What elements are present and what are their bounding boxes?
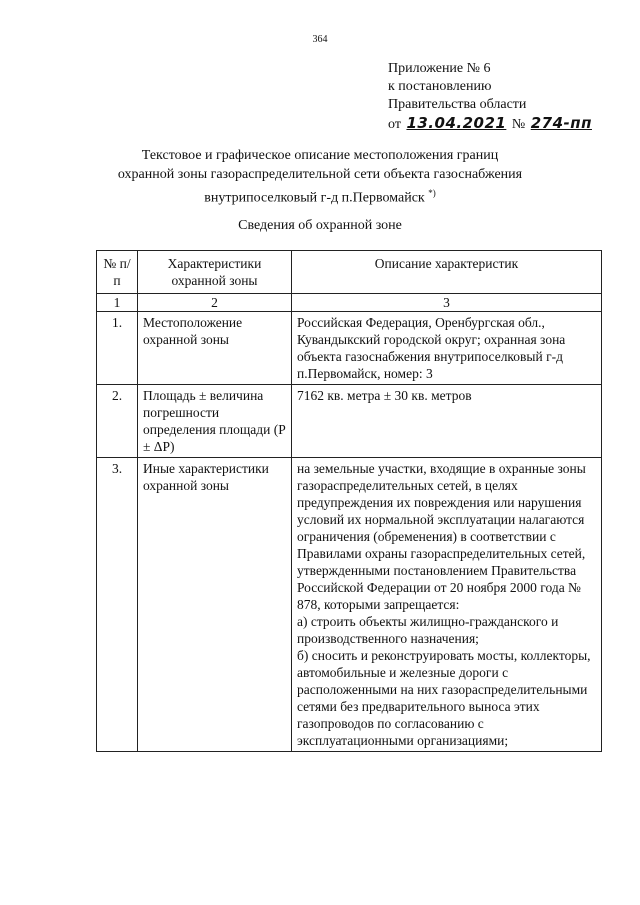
zone-info-table [96, 250, 602, 752]
annex-date-line [388, 114, 594, 134]
annex-block [388, 60, 594, 134]
annex-line-3: Правительства области [388, 97, 527, 112]
title-line-2: охранной зоны газораспределительной сети объекта газоснабжения [117, 167, 523, 182]
restriction-item-a: а) строить объекты жилищно-гражданского и производственного назначения; [297, 614, 559, 646]
annex-line-2: к постановлению [388, 79, 492, 94]
row-description: 7162 кв. метра ± 30 кв. метров [292, 385, 602, 458]
title-line-3 [60, 184, 580, 208]
row-number: 2. [97, 385, 138, 458]
handwritten-number: 274-пп [530, 114, 592, 132]
column-number: 2 [138, 294, 292, 312]
header-number: № п/п [97, 251, 138, 294]
column-number-row [97, 294, 602, 312]
row-characteristic: Площадь ± величина погрешности определения площади (P ± ΔP) [138, 385, 292, 458]
row-number: 1. [97, 312, 138, 385]
document-title [60, 146, 580, 208]
header-description: Описание характеристик [292, 251, 602, 294]
handwritten-date: 13.04.2021 [406, 114, 507, 132]
row-description [292, 458, 602, 752]
row-description-text: на земельные участки, входящие в охранные зоны газораспределительных сетей, в целях предупреждения их повреждения или нарушения условий их нормальной эксплуатации налагаются ограничения (обременения) в соответствии с Правилами охраны газораспределительных сетей, утвержденными постановлением Правительства Российской Федерации от 20 ноября 2000 года № 878, которыми запрещается: [297, 461, 586, 612]
annex-line-1: Приложение № 6 [388, 61, 491, 76]
page-number: 364 [312, 34, 328, 45]
column-number: 3 [292, 294, 602, 312]
table-row [97, 458, 602, 752]
header-characteristic: Характеристики охранной зоны [138, 251, 292, 294]
table-row [97, 385, 602, 458]
column-number: 1 [97, 294, 138, 312]
table-header-row [97, 251, 602, 294]
footnote-mark: *) [428, 188, 436, 198]
row-characteristic: Местоположение охранной зоны [138, 312, 292, 385]
date-prefix: от [388, 117, 401, 132]
row-number: 3. [97, 458, 138, 752]
restriction-item-b: б) сносить и реконструировать мосты, коллекторы, автомобильные и железные дороги с расположенными на них газораспределительными сетями без предварительного выноса этих газопроводов по согласованию с эксплуатационными организациями; [297, 648, 591, 748]
row-characteristic: Иные характеристики охранной зоны [138, 458, 292, 752]
table-row [97, 312, 602, 385]
number-sign: № [511, 117, 526, 132]
row-description: Российская Федерация, Оренбургская обл., Кувандыкский городской округ; охранная зона объекта газоснабжения внутрипоселковый г-д п.Первомайск, номер: 3 [292, 312, 602, 385]
title-line-3-text: внутрипоселковый г-д п.Первомайск [204, 190, 425, 206]
title-line-1: Текстовое и графическое описание местоположения границ [141, 148, 499, 163]
section-title: Сведения об охранной зоне [238, 218, 402, 233]
